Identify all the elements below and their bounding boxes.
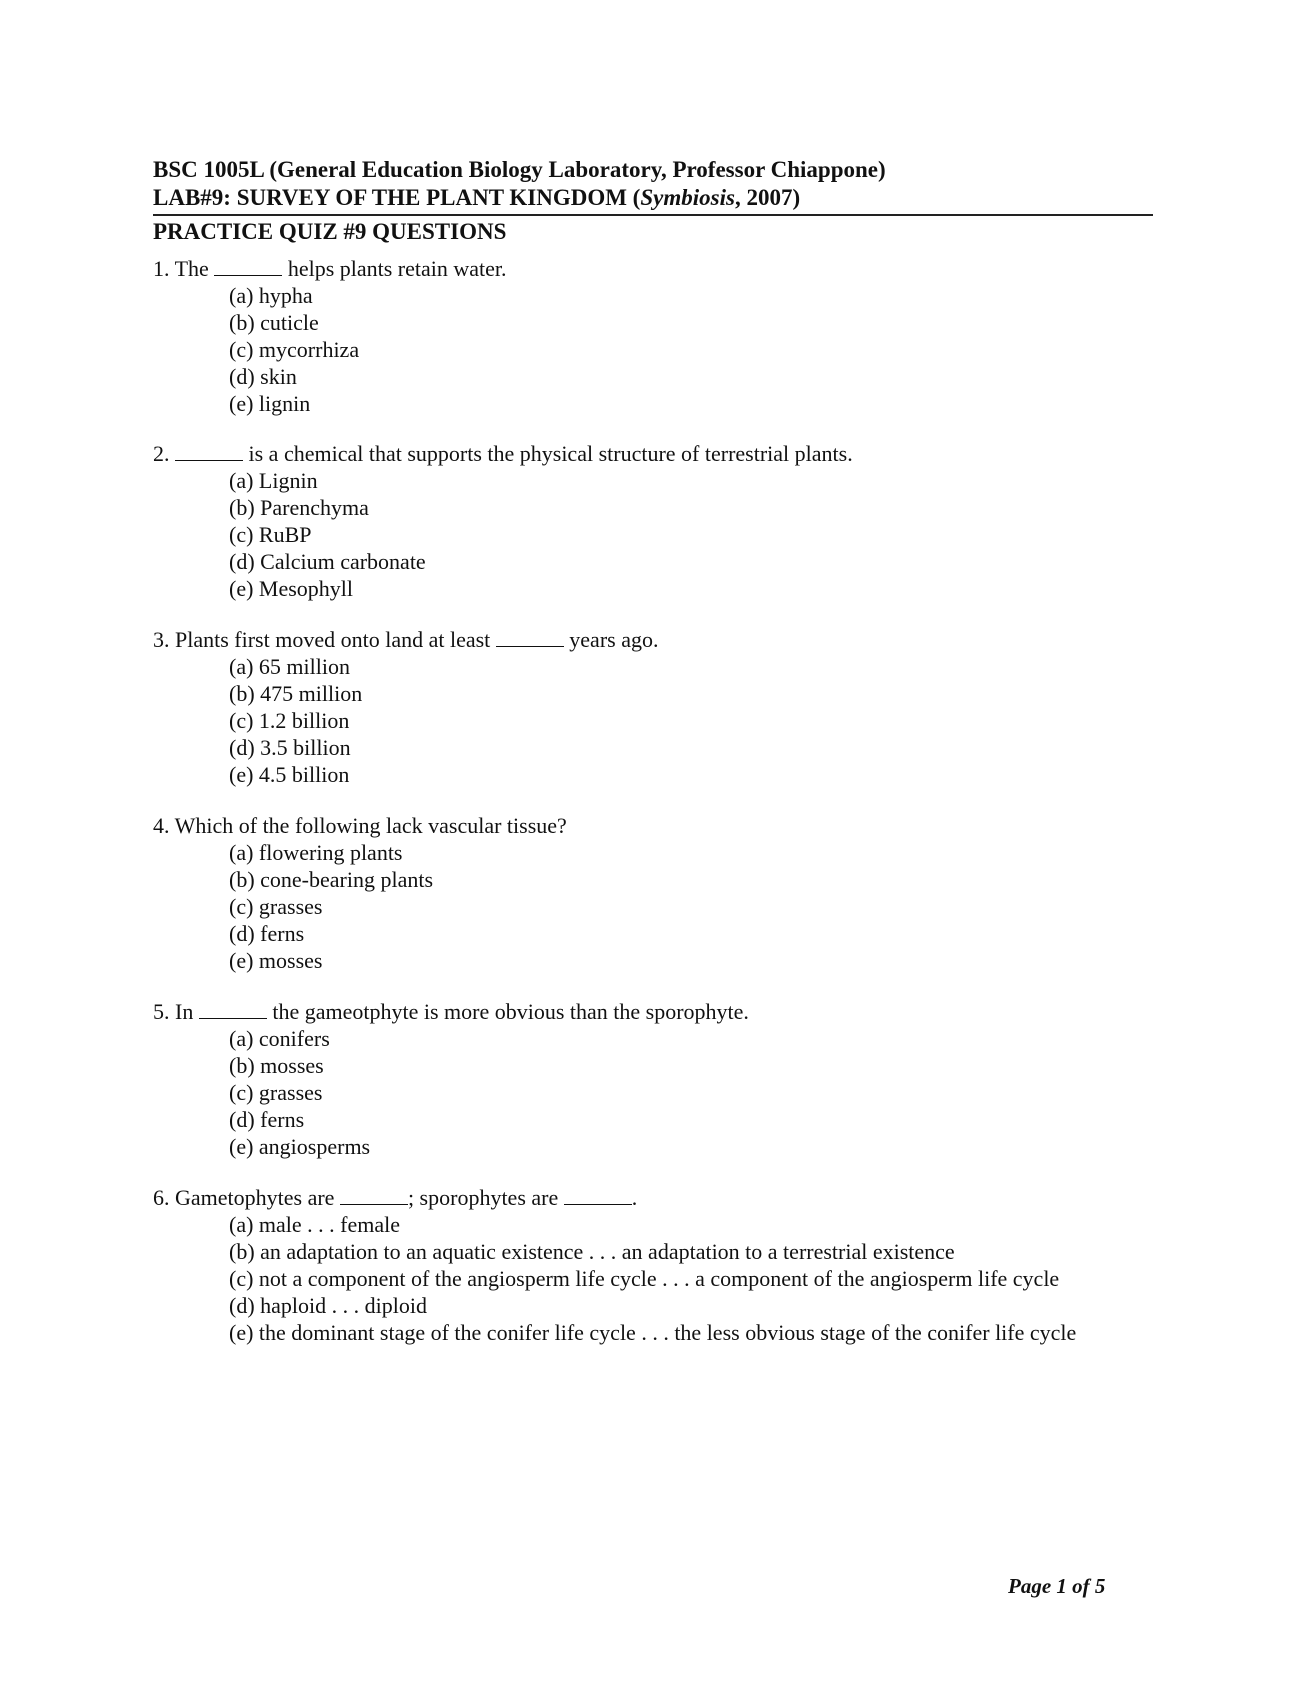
option-e: (e) angiosperms: [229, 1134, 371, 1159]
option-e: (e) 4.5 billion: [229, 762, 350, 787]
stem-text: 5. In: [153, 999, 199, 1024]
question-stem: [153, 626, 1153, 653]
stem-text: 6. Gametophytes are: [153, 1185, 340, 1210]
option-a: (a) hypha: [229, 283, 313, 308]
answer-blank: [199, 1000, 267, 1019]
option-c: (c) mycorrhiza: [229, 337, 360, 362]
question-stem: [153, 255, 1153, 282]
option-list: [229, 1025, 1153, 1160]
stem-text: .: [631, 1185, 638, 1210]
option-e: (e) the dominant stage of the conifer life cycle . . . the less obvious stage of the conifer life cycle: [229, 1320, 1077, 1345]
page-number: Page 1 of 5: [1008, 1574, 1106, 1598]
stem-text: 1. The: [153, 256, 215, 281]
question-stem: [153, 440, 1153, 467]
question-4: [153, 812, 1153, 974]
answer-blank: [175, 442, 243, 461]
lab-title-book: Symbiosis: [640, 185, 735, 210]
option-d: (d) skin: [229, 364, 297, 389]
option-b: (b) Parenchyma: [229, 495, 369, 520]
answer-blank: [340, 1186, 408, 1205]
option-list: [229, 1211, 1153, 1346]
option-e: (e) Mesophyll: [229, 576, 354, 601]
option-d: (d) 3.5 billion: [229, 735, 351, 760]
option-c: (c) RuBP: [229, 522, 312, 547]
stem-text: ; sporophytes are: [407, 1185, 564, 1210]
option-a: (a) male . . . female: [229, 1212, 401, 1237]
question-2: [153, 440, 1153, 602]
answer-blank: [214, 257, 282, 276]
option-list: [229, 653, 1153, 788]
lab-title-suffix: , 2007): [734, 185, 801, 210]
option-c: (c) not a component of the angiosperm life cycle . . . a component of the angiosperm life cycle: [229, 1266, 1060, 1291]
lab-title-prefix: LAB#9: SURVEY OF THE PLANT KINGDOM (: [153, 185, 641, 210]
question-6: [153, 1184, 1153, 1346]
question-3: [153, 626, 1153, 788]
question-5: [153, 998, 1153, 1160]
option-list: [229, 282, 1153, 417]
question-1: [153, 255, 1153, 417]
option-d: (d) ferns: [229, 921, 305, 946]
stem-text: helps plants retain water.: [282, 256, 507, 281]
stem-text: 2.: [153, 441, 175, 466]
option-c: (c) grasses: [229, 894, 323, 919]
option-b: (b) cone-bearing plants: [229, 867, 434, 892]
option-b: (b) mosses: [229, 1053, 324, 1078]
option-a: (a) conifers: [229, 1026, 330, 1051]
option-list: [229, 467, 1153, 602]
stem-text: 3. Plants first moved onto land at least: [153, 627, 496, 652]
question-stem: [153, 1184, 1153, 1211]
document-header: [153, 156, 1153, 212]
option-b: (b) 475 million: [229, 681, 363, 706]
header-rule: [153, 214, 1153, 216]
course-title: BSC 1005L (General Education Biology Laboratory, Professor Chiappone): [153, 157, 886, 182]
answer-blank: [496, 628, 564, 647]
stem-text: the gameotphyte is more obvious than the sporophyte.: [266, 999, 749, 1024]
option-c: (c) 1.2 billion: [229, 708, 350, 733]
option-list: [229, 839, 1153, 974]
option-b: (b) an adaptation to an aquatic existence . . . an adaptation to a terrestrial existence: [229, 1239, 955, 1264]
stem-text: years ago.: [563, 627, 659, 652]
option-d: (d) Calcium carbonate: [229, 549, 426, 574]
option-b: (b) cuticle: [229, 310, 319, 335]
option-a: (a) Lignin: [229, 468, 318, 493]
answer-blank: [564, 1186, 632, 1205]
question-stem: [153, 998, 1153, 1025]
stem-text: is a chemical that supports the physical structure of terrestrial plants.: [243, 441, 853, 466]
quiz-title: PRACTICE QUIZ #9 QUESTIONS: [153, 219, 507, 244]
option-d: (d) haploid . . . diploid: [229, 1293, 427, 1318]
option-c: (c) grasses: [229, 1080, 323, 1105]
lab-title: [153, 184, 1153, 212]
option-d: (d) ferns: [229, 1107, 305, 1132]
question-stem: 4. Which of the following lack vascular tissue?: [153, 813, 567, 838]
option-a: (a) 65 million: [229, 654, 350, 679]
option-e: (e) mosses: [229, 948, 323, 973]
option-a: (a) flowering plants: [229, 840, 403, 865]
option-e: (e) lignin: [229, 391, 311, 416]
